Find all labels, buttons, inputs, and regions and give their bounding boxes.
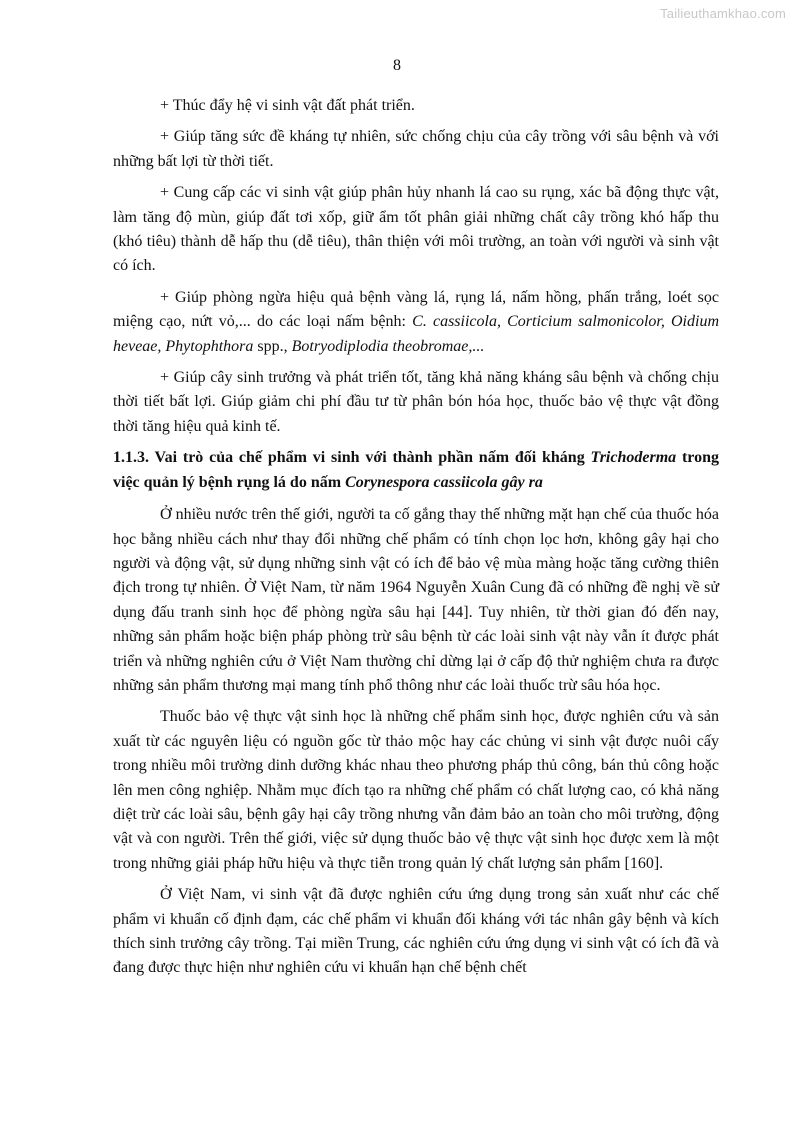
bullet-paragraph: + Giúp tăng sức đề kháng tự nhiên, sức chống chịu của cây trồng với sâu bệnh và với những bất lợi từ thời tiết. [113, 128, 719, 170]
species-names: Botryodiplodia theobromae,... [291, 337, 485, 355]
page-number: 8 [393, 57, 401, 74]
bullet-text: + Giúp phòng ngừa hiệu quả bệnh vàng lá, rụng lá, nấm hồng, phấn trắng, loét sọc miệng cạo, nứt vỏ,... do các loại nấm bệnh: [113, 288, 719, 331]
spp-text: spp. [253, 337, 284, 355]
watermark: Tailieuthamkhao.com [660, 6, 786, 21]
heading-text: trong việc quản lý bệnh rụng lá do nấm [113, 449, 719, 491]
document-body [113, 94, 719, 988]
separator: , [283, 337, 292, 355]
bullet-paragraph [113, 286, 719, 359]
bullet-paragraph: + Giúp cây sinh trưởng và phát triển tốt, tăng khả năng kháng sâu bệnh và chống chịu thời tiết bất lợi. Giúp giảm chi phí đầu tư từ phân bón hóa học, thuốc bảo vệ thực vật đồng thời tăng hiệu quả kinh tế. [113, 369, 719, 435]
heading-species: Corynespora cassiicola gây ra [345, 473, 543, 491]
species-names: C. cassiicola, Corticium salmonicolor, Oidium heveae, Phytophthora [113, 313, 720, 355]
heading-text: 1.1.3. Vai trò của chế phẩm vi sinh với thành phần nấm đối kháng [113, 449, 591, 467]
section-heading [113, 446, 719, 495]
bullet-paragraph: + Thúc đẩy hệ vi sinh vật đất phát triển. [160, 97, 415, 114]
bullet-paragraph: + Cung cấp các vi sinh vật giúp phân hủy nhanh lá cao su rụng, xác bã động thực vật, làm tăng độ mùn, giúp đất tơi xốp, giữ ẩm tốt phân giải những chất cây trồng khó hấp thu (khó tiêu) thành dễ hấp thu (dễ tiêu), thân thiện với môi trường, an toàn với người và sinh vật có ích. [113, 184, 719, 275]
body-paragraph: Ở nhiều nước trên thế giới, người ta cố gắng thay thế những mặt hạn chế của thuốc hóa học bằng nhiều cách như thay đổi những chế phẩm có tính chọn lọc hơn, không gây hại cho người và động vật, sử dụng những sinh vật có ích để bảo vệ mùa màng hoặc tăng cường thiên địch trong tự nhiên. Ở Việt Nam, từ năm 1964 Nguyễn Xuân Cung đã có những đề nghị về sử dụng đấu tranh sinh học để phòng ngừa sâu hại [44]. Tuy nhiên, từ thời gian đó đến nay, những sản phẩm hoặc biện pháp phòng trừ sâu bệnh từ các loài sinh vật này vẫn ít được phát triển và những nghiên cứu ở Việt Nam thường chỉ dừng lại ở cấp độ thử nghiệm chưa ra được những sản phẩm thương mại mang tính phổ thông như các loài thuốc trừ sâu hóa học. [113, 506, 719, 694]
body-paragraph: Thuốc bảo vệ thực vật sinh học là những chế phẩm sinh học, được nghiên cứu và sản xuất từ các nguyên liệu có nguồn gốc từ thảo mộc hay các chủng vi sinh vật được nuôi cấy trong nhiều môi trường dinh dưỡng khác nhau theo phương pháp thủ công, bán thủ công hoặc lên men công nghiệp. Nhằm mục đích tạo ra những chế phẩm có chất lượng cao, có khả năng diệt trừ các loài sâu, bệnh gây hại cây trồng nhưng vẫn đảm bảo an toàn cho môi trường, động vật và con người. Trên thế giới, việc sử dụng thuốc bảo vệ thực vật sinh học được xem là một trong những giải pháp hữu hiệu và thực tiễn trong quản lý chất lượng sản phẩm [160]. [113, 708, 719, 872]
heading-genus: Trichoderma [590, 449, 677, 467]
body-paragraph: Ở Việt Nam, vi sinh vật đã được nghiên cứu ứng dụng trong sản xuất như các chế phẩm vi khuẩn cố định đạm, các chế phẩm vi khuẩn đối kháng với tác nhân gây bệnh và kích thích sinh trưởng cây trồng. Tại miền Trung, các nghiên cứu ứng dụng vi sinh vật có ích đã và đang được thực hiện như nghiên cứu vi khuẩn hạn chế bệnh chết [113, 886, 719, 977]
